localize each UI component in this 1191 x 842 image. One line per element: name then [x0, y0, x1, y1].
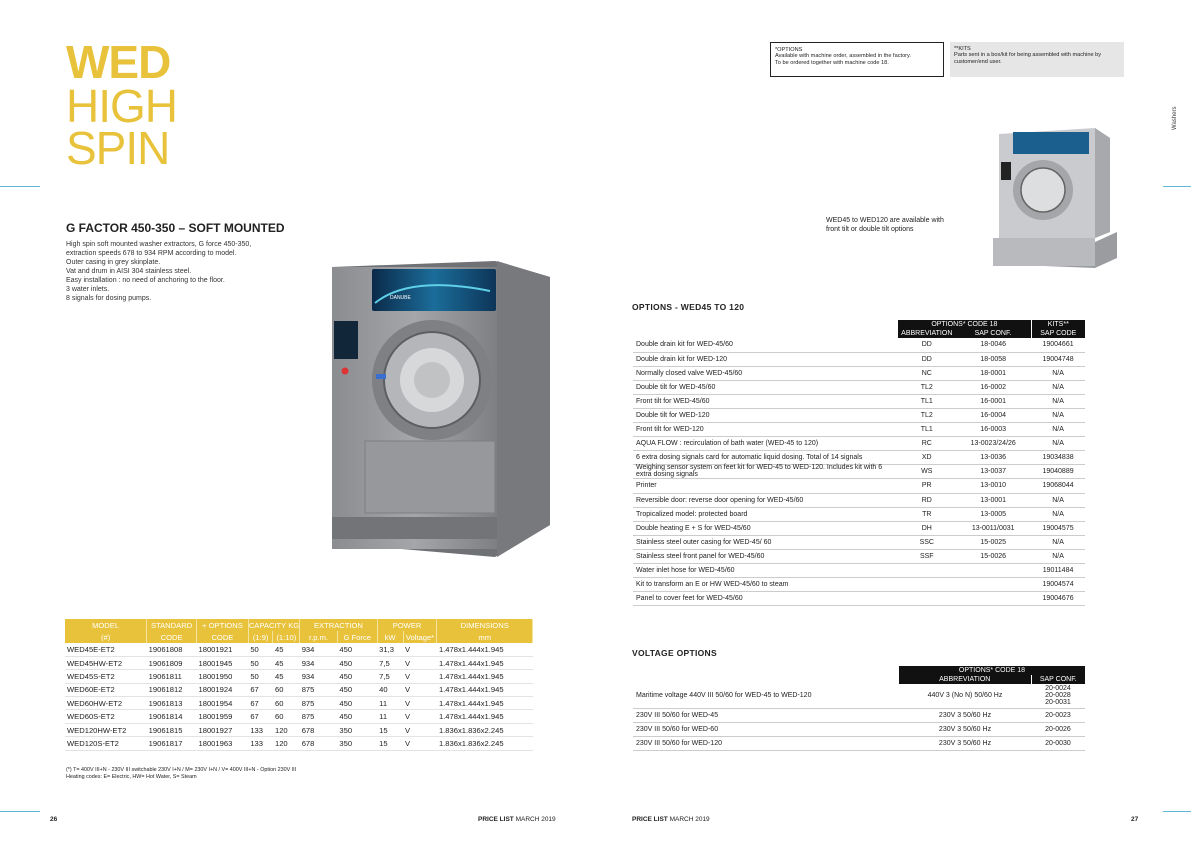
options-row [633, 564, 1085, 578]
options-cell: 13-0037 [955, 465, 1031, 479]
abbr-header: ABBREVIATION [898, 329, 955, 338]
col-subheader: (#) [65, 631, 147, 643]
options-cell: XD [898, 451, 955, 465]
col-header-capacity: CAPACITY KG [248, 620, 300, 630]
options-cell: SSF [898, 549, 955, 563]
table-cell: 19061809 [147, 656, 197, 669]
voltage-row [633, 722, 1085, 736]
options-cell: NC [898, 366, 955, 380]
tilt-note [826, 216, 944, 234]
table-cell: 934 [300, 670, 338, 683]
options-cell: Kit to transform an E or HW WED-45/60 to steam [633, 578, 898, 592]
col-header-extraction: EXTRACTION [300, 619, 377, 631]
table-cell: 18001963 [197, 737, 249, 750]
col-subheader: G Force [337, 631, 377, 643]
voltage-cell: 440V 3 (No N) 50/60 Hz [899, 684, 1031, 708]
voltage-cell: 230V 3 50/60 Hz [899, 708, 1031, 722]
options-cell: N/A [1031, 549, 1085, 563]
options-cell: 19004748 [1031, 352, 1085, 366]
col-subheader: (1:10) [273, 631, 300, 643]
title-line-1: WED [66, 36, 171, 88]
table-cell: 19061817 [147, 737, 197, 750]
options-cell: Normally closed valve WED-45/60 [633, 366, 898, 380]
options-cell: 13-0011/0031 [955, 521, 1031, 535]
options-cell: TL1 [898, 394, 955, 408]
title-line-3: SPIN [66, 122, 170, 174]
options-cell [898, 592, 955, 606]
description-line: 8 signals for dosing pumps. [66, 295, 152, 302]
table-cell: 1.478x1.444x1.945 [437, 683, 533, 696]
options-cell: DD [898, 338, 955, 352]
col-subheader: CODE [197, 631, 249, 643]
table-cell: 450 [337, 656, 377, 669]
options-row [633, 465, 1085, 479]
description [66, 240, 306, 303]
voltage-cell: Maritime voltage 440V III 50/60 for WED-45 to WED-120 [633, 684, 899, 708]
footnote-line: (*) T= 400V III+N - 230V III switchable 230V I+N / M= 230V I+N / V= 400V III+N - Option 230V III [66, 767, 297, 773]
description-line: Vat and drum in AISI 304 stainless steel. [66, 268, 192, 275]
options-cell: 18-0046 [955, 338, 1031, 352]
options-cell: Water inlet hose for WED-45/60 [633, 564, 898, 578]
options-cell: 13-0010 [955, 479, 1031, 493]
table-cell: 67 [248, 683, 273, 696]
table-cell: WED120S-ET2 [65, 737, 147, 750]
table-cell: 450 [337, 697, 377, 710]
options-legend-line: Available with machine order, assembled in the factory. [775, 53, 911, 60]
options-row [633, 366, 1085, 380]
voltage-cell: 230V III 50/60 for WED-120 [633, 736, 899, 750]
table-cell: 1.836x1.836x2.245 [437, 737, 533, 750]
options-row [633, 535, 1085, 549]
table-cell: 1.478x1.444x1.945 [437, 670, 533, 683]
options-cell: N/A [1031, 380, 1085, 394]
table-cell: V [403, 683, 437, 696]
models-footnote [66, 767, 296, 781]
options-cell: 16-0003 [955, 423, 1031, 437]
options-cell: 18-0058 [955, 352, 1031, 366]
table-cell: 19061808 [147, 643, 197, 656]
options-section-title: OPTIONS - WED45 TO 120 [632, 302, 745, 312]
table-row [65, 723, 533, 736]
table-cell: 934 [300, 643, 338, 656]
kits-legend-line: Parts sent in a box/kit for being assembled with machine by [954, 52, 1102, 59]
options-cell: 13-0001 [955, 493, 1031, 507]
models-table [65, 619, 533, 751]
table-cell: 7,5 [377, 656, 403, 669]
options-cell: Double tilt for WED-45/60 [633, 380, 898, 394]
options-cell: N/A [1031, 423, 1085, 437]
table-cell: 18001927 [197, 723, 249, 736]
table-cell: 18001959 [197, 710, 249, 723]
voltage-row [633, 708, 1085, 722]
voltage-group-header: OPTIONS* CODE 18 [899, 666, 1085, 675]
footer-price-list: PRICE LIST [632, 816, 668, 823]
table-cell: 50 [248, 670, 273, 683]
options-cell [898, 578, 955, 592]
options-cell: AQUA FLOW : recirculation of bath water (WED-45 to 120) [633, 437, 898, 451]
options-row [633, 437, 1085, 451]
table-cell: 15 [377, 723, 403, 736]
options-cell: 19011484 [1031, 564, 1085, 578]
col-header-options: + OPTIONS [197, 619, 249, 631]
options-cell: 15-0026 [955, 549, 1031, 563]
table-cell: 120 [273, 723, 300, 736]
footer-date: MARCH 2019 [515, 816, 556, 823]
footer-left [478, 816, 556, 823]
col-subheader: mm [437, 631, 533, 643]
options-cell: Double heating E + S for WED-45/60 [633, 521, 898, 535]
options-cell: Tropicalized model: protected board [633, 507, 898, 521]
options-cell: Panel to cover feet for WED-45/60 [633, 592, 898, 606]
table-cell: 350 [337, 723, 377, 736]
table-cell: WED120HW-ET2 [65, 723, 147, 736]
table-cell: 19061815 [147, 723, 197, 736]
table-cell: 60 [273, 710, 300, 723]
options-cell: 16-0001 [955, 394, 1031, 408]
footer-right [632, 816, 710, 823]
voltage-cell: 20-0023 [1031, 708, 1085, 722]
options-cell: 6 extra dosing signals card for automatic liquid dosing. Total of 14 signals [633, 451, 898, 465]
options-cell: N/A [1031, 437, 1085, 451]
options-cell: 18-0001 [955, 366, 1031, 380]
table-cell: 11 [377, 710, 403, 723]
options-cell: Reversible door: reverse door opening for WED-45/60 [633, 493, 898, 507]
options-cell: 19068044 [1031, 479, 1085, 493]
col-header-dimensions: DIMENSIONS [437, 619, 533, 631]
table-cell: V [403, 710, 437, 723]
table-cell: 1.478x1.444x1.945 [437, 656, 533, 669]
voltage-sap-header: SAP CONF. [1031, 675, 1085, 684]
options-legend-line: To be ordered together with machine code 18. [775, 59, 889, 66]
options-cell: N/A [1031, 366, 1085, 380]
table-cell: 7,5 [377, 670, 403, 683]
options-cell: WS [898, 465, 955, 479]
options-cell: 16-0004 [955, 408, 1031, 422]
table-row [65, 670, 533, 683]
options-cell: TL2 [898, 408, 955, 422]
options-cell: Front tilt for WED-45/60 [633, 394, 898, 408]
table-cell: 450 [337, 643, 377, 656]
table-cell: 67 [248, 697, 273, 710]
options-cell: DH [898, 521, 955, 535]
col-subheader: CODE [147, 631, 197, 643]
options-cell: RD [898, 493, 955, 507]
description-line: Easy installation : no need of anchoring to the floor. [66, 277, 225, 284]
options-table [633, 320, 1085, 606]
edge-line-right [1163, 186, 1191, 187]
title-line-2: HIGH [66, 80, 177, 132]
table-cell: 678 [300, 737, 338, 750]
table-cell: 60 [273, 683, 300, 696]
table-cell: 31,3 [377, 643, 403, 656]
table-cell: 18001945 [197, 656, 249, 669]
voltage-abbr-header: ABBREVIATION [899, 675, 1031, 684]
table-cell: WED45S-ET2 [65, 670, 147, 683]
table-cell: 875 [300, 683, 338, 696]
table-cell: 1.478x1.444x1.945 [437, 710, 533, 723]
options-cell: 13-0036 [955, 451, 1031, 465]
options-cell [955, 578, 1031, 592]
table-cell: 60 [273, 697, 300, 710]
options-cell [955, 592, 1031, 606]
page-number-right: 27 [1131, 816, 1139, 823]
table-cell: V [403, 643, 437, 656]
table-cell: 45 [273, 670, 300, 683]
table-cell: 19061814 [147, 710, 197, 723]
table-cell: V [403, 723, 437, 736]
table-cell: 19061813 [147, 697, 197, 710]
description-line: extraction speeds 678 to 934 RPM according to model. [66, 250, 237, 257]
options-cell: 13-0005 [955, 507, 1031, 521]
table-cell: V [403, 656, 437, 669]
voltage-cell: 230V III 50/60 for WED-60 [633, 722, 899, 736]
options-row [633, 338, 1085, 352]
options-row [633, 451, 1085, 465]
table-row [65, 683, 533, 696]
options-group-header: OPTIONS* CODE 18 [898, 320, 1031, 329]
table-cell: 1.478x1.444x1.945 [437, 697, 533, 710]
options-cell: 15-0025 [955, 535, 1031, 549]
options-row [633, 423, 1085, 437]
table-cell: 934 [300, 656, 338, 669]
footer-date: MARCH 2019 [669, 816, 710, 823]
voltage-cell: 20-0030 [1031, 736, 1085, 750]
voltage-cell: 230V 3 50/60 Hz [899, 736, 1031, 750]
options-cell: DD [898, 352, 955, 366]
footnote-line: Heating codes: E= Electric, HW= Hot Water, S= Steam [66, 774, 197, 780]
options-legend-box [770, 42, 944, 77]
table-cell: 67 [248, 710, 273, 723]
table-cell: 678 [300, 723, 338, 736]
options-cell: N/A [1031, 535, 1085, 549]
kits-legend-title: **KITS [954, 46, 971, 52]
options-cell: Weighing sensor system on feet kit for WED-45 to WED-120. Includes kit with 6 extra dosing signals [633, 465, 898, 479]
voltage-section-title: VOLTAGE OPTIONS [632, 648, 717, 658]
table-cell: 40 [377, 683, 403, 696]
col-subheader: kW [377, 631, 403, 643]
table-cell: 19061811 [147, 670, 197, 683]
table-cell: 11 [377, 697, 403, 710]
options-row [633, 352, 1085, 366]
options-cell: 19004575 [1031, 521, 1085, 535]
col-header-model: MODEL [65, 619, 147, 631]
table-cell: 50 [248, 656, 273, 669]
table-row [65, 697, 533, 710]
table-row [65, 656, 533, 669]
table-cell: V [403, 737, 437, 750]
description-line: Outer casing in grey skinplate. [66, 259, 161, 266]
table-cell: 1.836x1.836x2.245 [437, 723, 533, 736]
tilt-note-line: front tilt or double tilt options [826, 226, 914, 233]
table-cell: 450 [337, 710, 377, 723]
table-cell: WED60E-ET2 [65, 683, 147, 696]
kits-legend-box [950, 42, 1124, 77]
voltage-cell: 230V 3 50/60 Hz [899, 722, 1031, 736]
options-cell: TR [898, 507, 955, 521]
options-cell: 19004661 [1031, 338, 1085, 352]
table-cell: 18001924 [197, 683, 249, 696]
options-cell: 19004676 [1031, 592, 1085, 606]
options-cell: Front tilt for WED-120 [633, 423, 898, 437]
options-cell: Double drain kit for WED-45/60 [633, 338, 898, 352]
options-row [633, 578, 1085, 592]
table-cell: V [403, 670, 437, 683]
table-cell: 450 [337, 683, 377, 696]
options-cell: 19040889 [1031, 465, 1085, 479]
edge-line-right-bottom [1163, 811, 1191, 812]
sap-code-header: SAP CODE [1031, 329, 1085, 338]
table-cell: 18001950 [197, 670, 249, 683]
options-cell: N/A [1031, 507, 1085, 521]
options-cell: Double drain kit for WED-120 [633, 352, 898, 366]
table-cell: 50 [248, 643, 273, 656]
options-cell: Printer [633, 479, 898, 493]
kits-legend-line: customer/end user. [954, 58, 1002, 65]
options-row [633, 408, 1085, 422]
table-cell: 1.478x1.444x1.945 [437, 643, 533, 656]
table-cell: 45 [273, 656, 300, 669]
options-cell: Double tilt for WED-120 [633, 408, 898, 422]
col-subheader: Voltage* [403, 631, 437, 643]
table-cell: 875 [300, 697, 338, 710]
options-cell: N/A [1031, 493, 1085, 507]
options-row [633, 493, 1085, 507]
table-row [65, 737, 533, 750]
options-row [633, 479, 1085, 493]
options-cell: PR [898, 479, 955, 493]
col-subheader: r.p.m. [300, 631, 338, 643]
table-cell: V [403, 697, 437, 710]
voltage-table [633, 666, 1085, 751]
options-row [633, 380, 1085, 394]
washer-machine-image [320, 255, 560, 565]
table-cell: 15 [377, 737, 403, 750]
options-row [633, 521, 1085, 535]
options-legend-title: *OPTIONS [775, 47, 803, 53]
kits-group-header: KITS** [1031, 320, 1085, 329]
col-header-power: POWER [377, 619, 437, 631]
table-cell: 18001921 [197, 643, 249, 656]
table-cell: 19061812 [147, 683, 197, 696]
table-cell: 133 [248, 737, 273, 750]
voltage-cell: 230V III 50/60 for WED-45 [633, 708, 899, 722]
options-row [633, 394, 1085, 408]
options-row [633, 507, 1085, 521]
options-cell [898, 564, 955, 578]
table-cell: 45 [273, 643, 300, 656]
sap-conf-header: SAP CONF. [955, 329, 1031, 338]
section-title: G FACTOR 450-350 – SOFT MOUNTED [66, 221, 285, 235]
table-cell: WED45E-ET2 [65, 643, 147, 656]
tilt-washer-image [985, 120, 1125, 270]
options-cell: 19004574 [1031, 578, 1085, 592]
options-cell: TL2 [898, 380, 955, 394]
description-line: 3 water inlets. [66, 286, 110, 293]
table-cell: WED45HW-ET2 [65, 656, 147, 669]
options-cell: SSC [898, 535, 955, 549]
options-cell: Stainless steel outer casing for WED-45/ 60 [633, 535, 898, 549]
brand-label: DANUBE [390, 295, 411, 301]
tilt-note-line: WED45 to WED120 are available with [826, 217, 944, 224]
options-row [633, 592, 1085, 606]
options-cell: RC [898, 437, 955, 451]
description-line: High spin soft mounted washer extractors, G force 450-350, [66, 241, 252, 248]
footer-price-list: PRICE LIST [478, 816, 514, 823]
table-row [65, 710, 533, 723]
options-cell: TL1 [898, 423, 955, 437]
voltage-row [633, 736, 1085, 750]
voltage-cell: 20-0026 [1031, 722, 1085, 736]
voltage-row [633, 684, 1085, 708]
table-cell: 350 [337, 737, 377, 750]
options-cell: N/A [1031, 394, 1085, 408]
table-cell: 875 [300, 710, 338, 723]
options-cell: N/A [1031, 408, 1085, 422]
options-cell [955, 564, 1031, 578]
table-cell: 450 [337, 670, 377, 683]
voltage-cell: 20-0024 20-0028 20-0031 [1031, 684, 1085, 708]
table-cell: 133 [248, 723, 273, 736]
col-header-standard: STANDARD [147, 619, 197, 631]
table-row [65, 643, 533, 656]
table-cell: WED60S-ET2 [65, 710, 147, 723]
table-cell: 120 [273, 737, 300, 750]
table-cell: 18001954 [197, 697, 249, 710]
options-cell: 13-0023/24/26 [955, 437, 1031, 451]
options-cell: 19034838 [1031, 451, 1085, 465]
options-cell: 16-0002 [955, 380, 1031, 394]
options-row [633, 549, 1085, 563]
edge-line-left-bottom [0, 811, 40, 812]
side-tab-washers: Washers [1172, 106, 1178, 130]
edge-line-left [0, 186, 40, 187]
col-subheader: (1:9) [248, 631, 273, 643]
page-number-left: 26 [50, 816, 58, 823]
options-cell: Stainless steel front panel for WED-45/60 [633, 549, 898, 563]
table-cell: WED60HW-ET2 [65, 697, 147, 710]
